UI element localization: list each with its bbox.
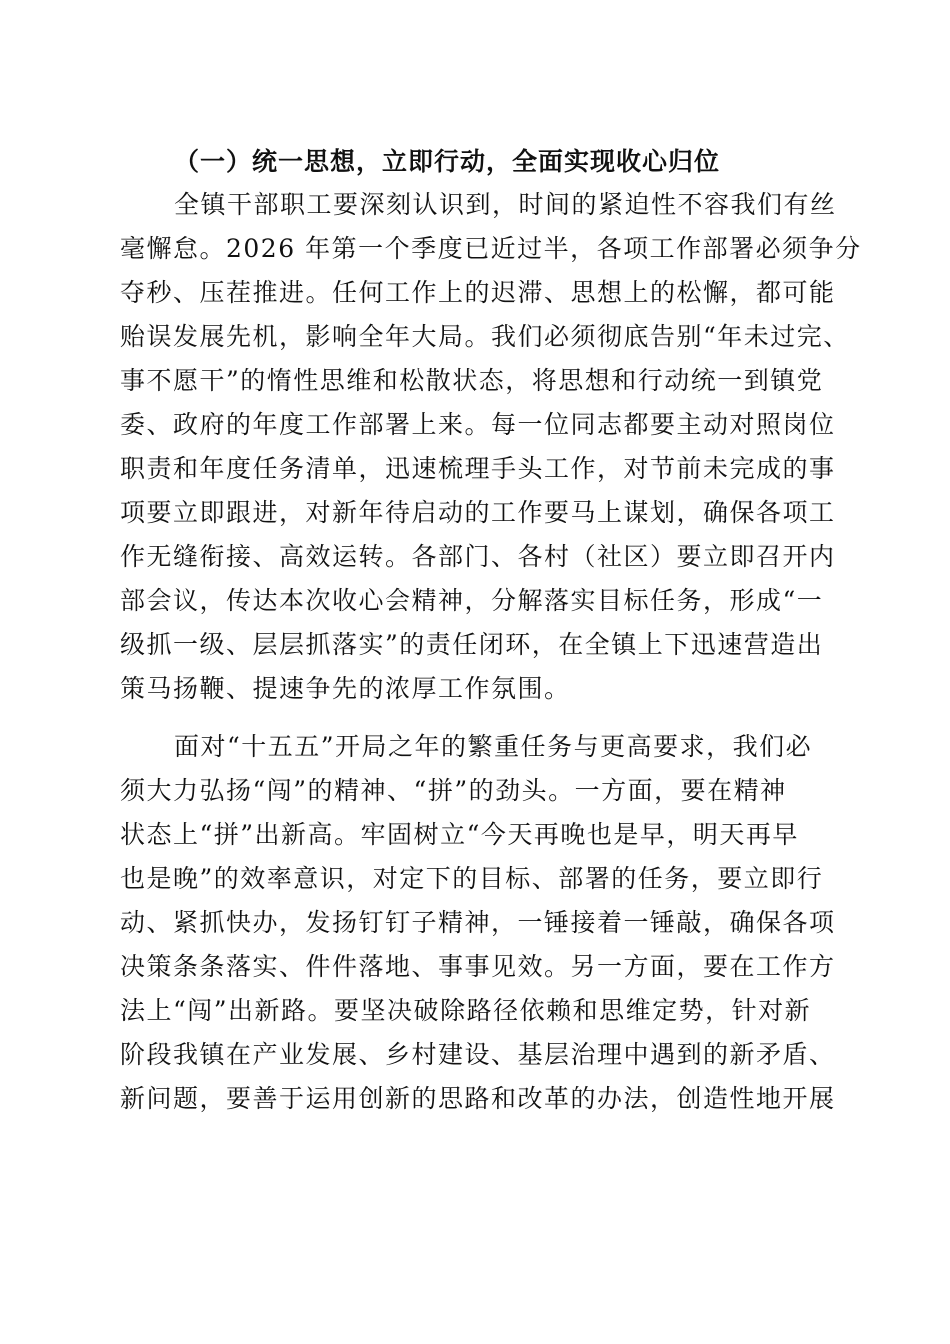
paragraph-1-line-6: 委、政府的年度工作部署上来。每一位同志都要主动对照岗位 [120, 410, 836, 439]
paragraph-1-line-7: 职责和年度任务清单，迅速梳理手头工作，对节前未完成的事 [120, 454, 836, 483]
paragraph-1-line-3: 夺秒、压茬推进。任何工作上的迟滞、思想上的松懈，都可能 [120, 278, 836, 307]
paragraph-2-line-5: 动、紧抓快办，发扬钉钉子精神，一锤接着一锤敲，确保各项 [120, 908, 836, 937]
paragraph-2-line-7: 法上“闯”出新路。要坚决破除路径依赖和思维定势，针对新 [120, 996, 812, 1025]
paragraph-1-line-4: 贻误发展先机，影响全年大局。我们必须彻底告别“年未过完、 [120, 322, 850, 351]
paragraph-2-line-9: 新问题，要善于运用创新的思路和改革的办法，创造性地开展 [120, 1084, 836, 1113]
paragraph-1-line-2: 毫懈怠。2026 年第一个季度已近过半，各项工作部署必须争分 [120, 234, 862, 263]
paragraph-2-line-4: 也是晚”的效率意识，对定下的目标、部署的任务，要立即行 [120, 864, 824, 893]
paragraph-2-line-3: 状态上“拼”出新高。牢固树立“今天再晚也是早，明天再早 [120, 820, 799, 849]
paragraph-1-line-11: 级抓一级、层层抓落实”的责任闭环，在全镇上下迅速营造出 [120, 630, 824, 659]
paragraph-1-line-1: 全镇干部职工要深刻认识到，时间的紧迫性不容我们有丝 [174, 190, 837, 219]
section-heading: （一）统一思想，立即行动，全面实现收心归位 [174, 147, 721, 176]
paragraph-1-line-5: 事不愿干”的惰性思维和松散状态，将思想和行动统一到镇党 [120, 366, 824, 395]
paragraph-1-line-8: 项要立即跟进，对新年待启动的工作要马上谋划，确保各项工 [120, 498, 836, 527]
paragraph-1-line-9: 作无缝衔接、高效运转。各部门、各村（社区）要立即召开内 [120, 542, 836, 571]
paragraph-2-line-6: 决策条条落实、件件落地、事事见效。另一方面，要在工作方 [120, 952, 836, 981]
paragraph-2-line-2: 须大力弘扬“闯”的精神、“拼”的劲头。一方面，要在精神 [120, 776, 787, 805]
paragraph-1-line-10: 部会议，传达本次收心会精神，分解落实目标任务，形成“一 [120, 586, 824, 615]
paragraph-2-line-8: 阶段我镇在产业发展、乡村建设、基层治理中遇到的新矛盾、 [120, 1040, 836, 1069]
paragraph-2-line-1: 面对“十五五”开局之年的繁重任务与更高要求，我们必 [174, 732, 813, 761]
paragraph-1-line-12: 策马扬鞭、提速争先的浓厚工作氛围。 [120, 674, 571, 703]
